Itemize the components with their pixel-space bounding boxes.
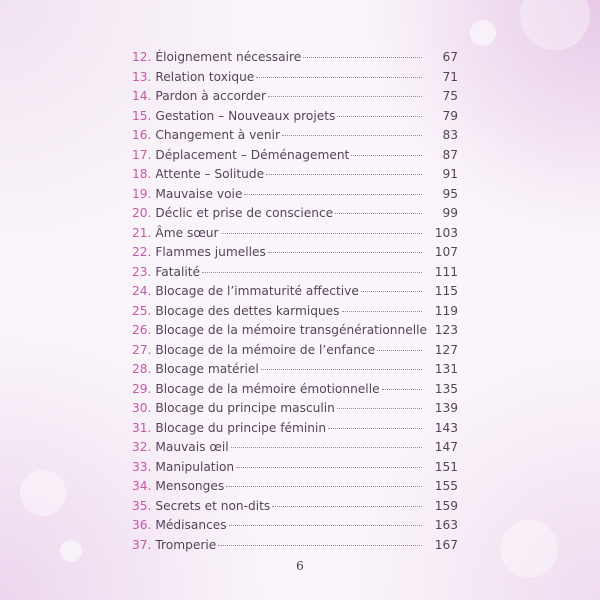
entry-page-number: 127 [434, 342, 458, 357]
entry-title: Déplacement – Déménagement [155, 147, 350, 162]
entry-title: Âme sœur [155, 225, 219, 240]
toc-entry[interactable] [132, 243, 458, 263]
dot-leader [337, 408, 422, 409]
dot-leader [342, 311, 422, 312]
entry-title: Blocage de la mémoire de l’enfance [155, 342, 376, 357]
entry-title: Mensonges [155, 479, 225, 493]
entry-page-number: 155 [434, 479, 458, 493]
dot-leader [328, 428, 422, 429]
entry-title: Blocage de la mémoire émotionnelle [155, 381, 380, 396]
dot-leader [229, 525, 422, 526]
entry-number: 14. [132, 89, 152, 103]
dot-leader [202, 272, 422, 273]
entry-number: 29. [132, 381, 152, 396]
entry-title: Gestation – Nouveaux projets [155, 108, 336, 123]
entry-number: 35. [132, 498, 152, 513]
toc-entry[interactable] [132, 380, 458, 400]
entry-number: 27. [132, 342, 152, 357]
entry-title: Éloignement nécessaire [155, 50, 302, 64]
toc-entry[interactable] [132, 165, 458, 185]
entry-number: 13. [132, 69, 152, 84]
entry-page-number: 143 [434, 420, 458, 435]
entry-number: 19. [132, 186, 152, 201]
entry-page-number: 107 [434, 245, 458, 259]
entry-page-number: 147 [434, 440, 458, 454]
entry-title: Mauvais œil [155, 440, 229, 454]
toc-entry[interactable] [132, 321, 458, 341]
entry-number: 12. [132, 50, 152, 64]
toc-entry[interactable] [132, 185, 458, 205]
entry-number: 36. [132, 518, 152, 532]
entry-number: 30. [132, 401, 152, 415]
entry-title: Relation toxique [155, 69, 255, 84]
entry-page-number: 99 [442, 206, 458, 220]
toc-entry[interactable] [132, 263, 458, 283]
entry-page-number: 67 [442, 50, 458, 64]
entry-title: Fatalité [155, 264, 201, 279]
dot-leader [218, 545, 422, 546]
dot-leader [244, 194, 422, 195]
entry-page-number: 95 [442, 186, 458, 201]
entry-number: 34. [132, 479, 152, 493]
dot-leader [256, 77, 422, 78]
entry-number: 18. [132, 167, 152, 181]
entry-number: 37. [132, 537, 152, 552]
entry-title: Blocage du principe masculin [155, 401, 335, 415]
dot-leader [282, 135, 422, 136]
dot-leader [268, 252, 422, 253]
dot-leader [337, 116, 422, 117]
toc-entry[interactable] [132, 419, 458, 439]
entry-title: Mauvaise voie [155, 186, 243, 201]
entry-page-number: 159 [434, 498, 458, 513]
entry-number: 21. [132, 225, 152, 240]
toc-entry[interactable] [132, 477, 458, 497]
entry-page-number: 135 [434, 381, 458, 396]
entry-title: Blocage des dettes karmiques [155, 303, 340, 318]
entry-number: 16. [132, 128, 152, 142]
dot-leader [226, 486, 422, 487]
toc-entry[interactable] [132, 458, 458, 478]
bokeh-light-decoration [470, 20, 496, 46]
page-number: 6 [296, 559, 304, 573]
entry-number: 25. [132, 303, 152, 318]
entry-number: 28. [132, 362, 152, 376]
dot-leader [221, 233, 422, 234]
entry-title: Manipulation [155, 459, 235, 474]
entry-page-number: 111 [434, 264, 458, 279]
entry-page-number: 71 [442, 69, 458, 84]
toc-entry[interactable] [132, 360, 458, 380]
entry-page-number: 79 [442, 108, 458, 123]
entry-number: 32. [132, 440, 152, 454]
dot-leader [268, 96, 422, 97]
entry-number: 23. [132, 264, 152, 279]
entry-page-number: 167 [434, 537, 458, 552]
toc-entry[interactable] [132, 224, 458, 244]
table-of-contents [132, 48, 458, 555]
dot-leader [361, 291, 422, 292]
entry-page-number: 131 [434, 362, 458, 376]
dot-leader [236, 467, 422, 468]
toc-entry[interactable] [132, 87, 458, 107]
bokeh-light-decoration [520, 0, 590, 50]
entry-title: Blocage de la mémoire transgénérationnelle [155, 323, 428, 337]
entry-page-number: 151 [434, 459, 458, 474]
entry-page-number: 123 [434, 323, 458, 337]
entry-title: Attente – Solitude [155, 167, 265, 181]
dot-leader [382, 389, 422, 390]
entry-page-number: 103 [434, 225, 458, 240]
toc-entry[interactable] [132, 107, 458, 127]
entry-page-number: 163 [434, 518, 458, 532]
dot-leader [272, 506, 422, 507]
toc-entry[interactable] [132, 282, 458, 302]
toc-entry[interactable] [132, 68, 458, 88]
toc-entry[interactable] [132, 497, 458, 517]
entry-page-number: 119 [434, 303, 458, 318]
entry-title: Flammes jumelles [155, 245, 266, 259]
entry-title: Secrets et non-dits [155, 498, 271, 513]
entry-title: Médisances [155, 518, 227, 532]
toc-entry[interactable] [132, 48, 458, 68]
toc-entry[interactable] [132, 146, 458, 166]
entry-page-number: 91 [442, 167, 458, 181]
toc-entry[interactable] [132, 302, 458, 322]
toc-entry[interactable] [132, 516, 458, 536]
entry-title: Tromperie [155, 537, 217, 552]
entry-number: 22. [132, 245, 152, 259]
dot-leader [231, 447, 422, 448]
dot-leader [351, 155, 422, 156]
entry-title: Blocage du principe féminin [155, 420, 327, 435]
dot-leader [335, 213, 422, 214]
entry-number: 17. [132, 147, 152, 162]
dot-leader [266, 174, 422, 175]
entry-number: 33. [132, 459, 152, 474]
toc-entry[interactable] [132, 399, 458, 419]
entry-page-number: 83 [442, 128, 458, 142]
toc-entry[interactable] [132, 341, 458, 361]
toc-entry[interactable] [132, 204, 458, 224]
entry-title: Pardon à accorder [155, 89, 266, 103]
dot-leader [303, 57, 422, 58]
entry-title: Changement à venir [155, 128, 280, 142]
entry-number: 31. [132, 420, 152, 435]
entry-page-number: 87 [442, 147, 458, 162]
dot-leader [377, 350, 422, 351]
entry-number: 26. [132, 323, 152, 337]
dot-leader [261, 369, 422, 370]
entry-number: 15. [132, 108, 152, 123]
entry-page-number: 115 [434, 284, 458, 298]
entry-number: 24. [132, 284, 152, 298]
entry-title: Blocage matériel [155, 362, 259, 376]
entry-number: 20. [132, 206, 152, 220]
toc-entry[interactable] [132, 438, 458, 458]
bokeh-light-decoration [20, 470, 66, 516]
entry-page-number: 139 [434, 401, 458, 415]
entry-page-number: 75 [442, 89, 458, 103]
entry-title: Blocage de l’immaturité affective [155, 284, 359, 298]
toc-entry[interactable] [132, 126, 458, 146]
toc-entry[interactable] [132, 536, 458, 556]
entry-title: Déclic et prise de conscience [155, 206, 334, 220]
